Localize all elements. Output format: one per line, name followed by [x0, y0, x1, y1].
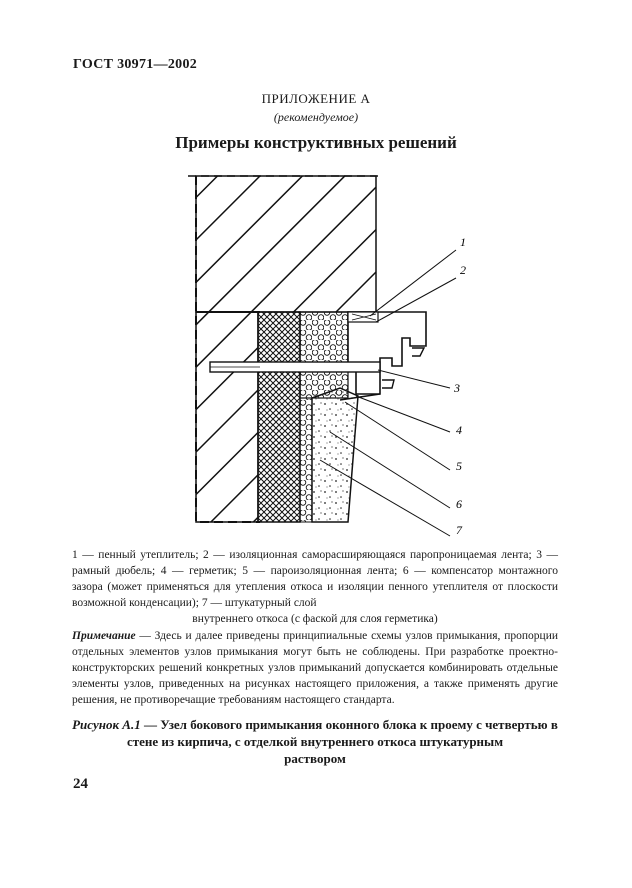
page-number: 24 — [73, 776, 88, 792]
note-label: Примечание — [72, 630, 136, 642]
figure-caption-label: Рисунок А.1 — [72, 717, 141, 732]
plaster-layer — [312, 388, 358, 522]
junction-diagram — [180, 170, 480, 540]
callout-5: 5 — [456, 459, 462, 473]
page-heading: Примеры конструктивных решений — [175, 133, 457, 152]
note-text: — Здесь и далее приведены принципиальные схемы узлов примыкания, пропорции отдельных элементов узлов примыкания могут быть не соблюдены. При разработке проектно-конструкторских решений конкретных узлов примыканий допускается комбинировать отдельные элементы узлов, приведенных на рисунках настоящего приложения, а также применять другие решения, не противоречащие требованиям настоящего стандарта. — [72, 630, 558, 706]
callout-4: 4 — [456, 423, 462, 437]
legend-last-line: внутреннего откоса (с фаской для слоя герметика) — [192, 613, 438, 625]
figure-caption-text: — Узел бокового примыкания оконного блока к проему с четвертью в стене из кирпича, с отделкой внутреннего откоса штукатурным — [126, 717, 558, 749]
figure-caption — [72, 716, 558, 767]
brick-wall-lower — [196, 312, 258, 522]
window-frame — [348, 312, 426, 394]
brick-wall-upper — [196, 176, 376, 312]
figure-caption-last-line: раствором — [284, 751, 346, 766]
foam-insulation — [300, 312, 348, 398]
callout-6: 6 — [456, 497, 462, 511]
appendix-subtitle: (рекомендуемое) — [273, 110, 359, 124]
callout-7: 7 — [456, 523, 462, 537]
legend-text: 1 — пенный утеплитель; 2 — изоляционная саморасширяющаяся паропроницаемая лента; 3 — рамный дюбель; 4 — герметик; 5 — пароизоляционная лента; 6 — компенсатор монтажного зазора (может применяться для утепления откоса и изоляции пенного утеплителя от плоскости возможной конденсации); 7 — штукатурный слой — [72, 549, 558, 609]
callout-3: 3 — [454, 381, 460, 395]
note-paragraph — [72, 628, 558, 708]
appendix-title: ПРИЛОЖЕНИЕ А — [261, 91, 371, 106]
compensator — [258, 312, 300, 522]
callout-1: 1 — [460, 235, 466, 249]
standard-header: ГОСТ 30971—2002 — [73, 57, 198, 72]
figure-legend — [72, 547, 558, 627]
callout-2: 2 — [460, 263, 466, 277]
